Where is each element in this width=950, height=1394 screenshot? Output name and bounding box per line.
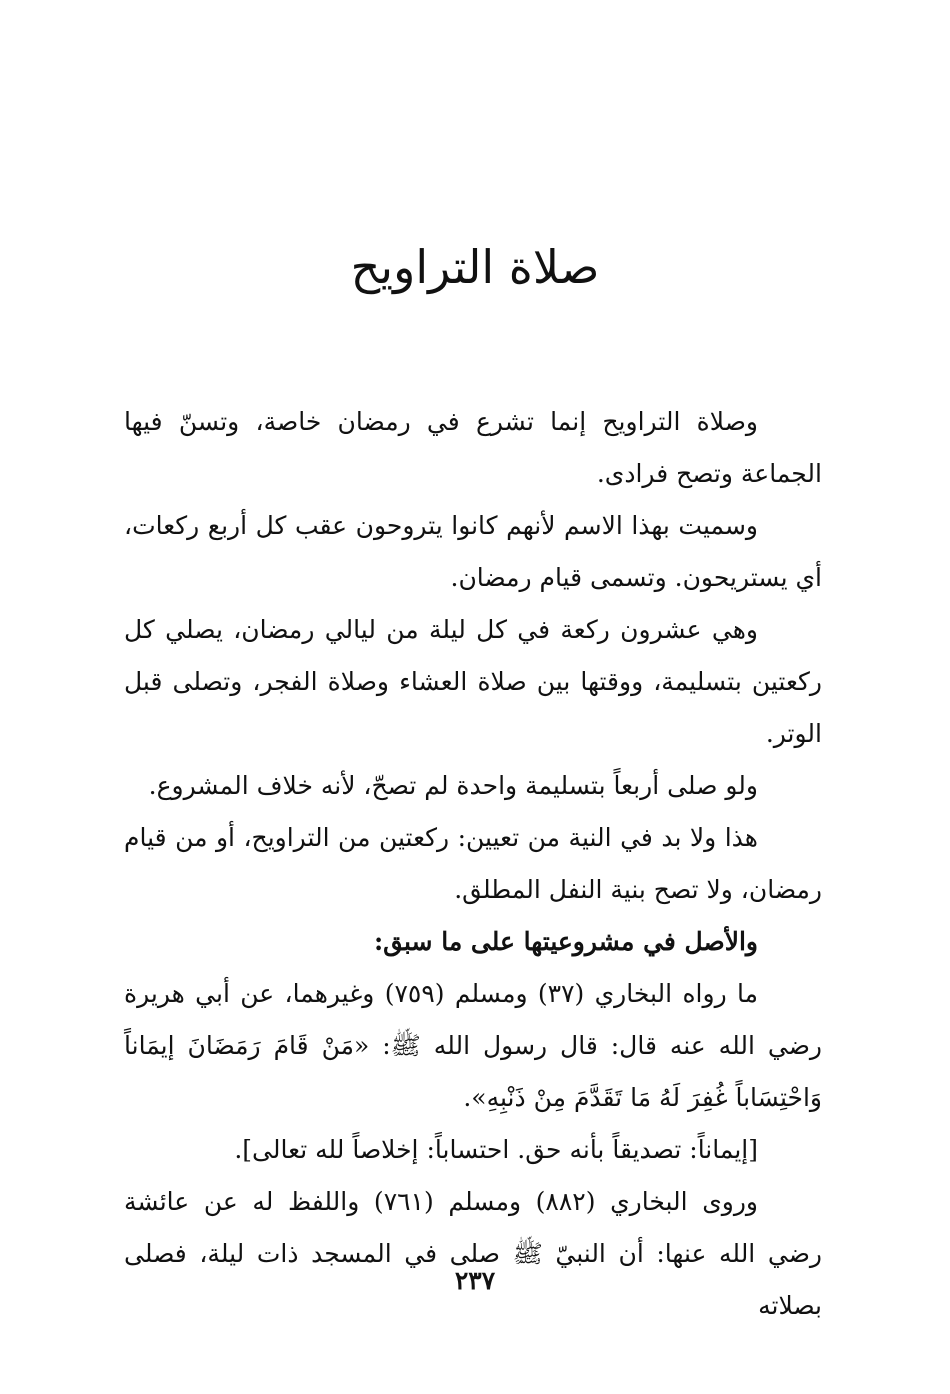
paragraph-naming: وسميت بهذا الاسم لأنهم كانوا يتروحون عقب كل أربع ركعات، أي يستريحون. وتسمى قيام رمضان.	[124, 511, 822, 592]
page-number: ٢٣٧	[454, 1266, 496, 1295]
section-heading-evidence: والأصل في مشروعيتها على ما سبق:	[373, 927, 758, 956]
paragraph-hadith-aisha: وروى البخاري (٨٨٢) ومسلم (٧٦١) واللفظ له عن عائشة رضي الله عنها: أن النبيّ ﷺ صلى في المسجد ذات ليلة، فصلى بصلاته	[124, 1187, 822, 1320]
paragraph-count-and-time: وهي عشرون ركعة في كل ليلة من ليالي رمضان، يصلي كل ركعتين بتسليمة، ووقتها بين صلاة العشاء وصلاة الفجر، وتصلى قبل الوتر.	[124, 615, 822, 748]
paragraph-intention: هذا ولا بد في النية من تعيين: ركعتين من التراويح، أو من قيام رمضان، ولا تصح بنية النفل المطلق.	[124, 823, 822, 904]
paragraph-explanation: [إيماناً: تصديقاً بأنه حق. احتساباً: إخلاصاً لله تعالى].	[234, 1135, 758, 1164]
paragraph-intro: وصلاة التراويح إنما تشرع في رمضان خاصة، وتسنّ فيها الجماعة وتصح فرادى.	[124, 407, 822, 488]
paragraph-hadith-abu-hurairah: ما رواه البخاري (٣٧) ومسلم (٧٥٩) وغيرهما، عن أبي هريرة رضي الله عنه قال: قال رسول الله ﷺ: «مَنْ قَامَ رَمَضَانَ إيمَاناً وَاحْتِسَاباً غُفِرَ لَهُ مَا تَقَدَّمَ مِنْ ذَنْبِهِ».	[124, 979, 822, 1112]
paragraph-four-rakat: ولو صلى أربعاً بتسليمة واحدة لم تصحّ، لأنه خلاف المشروع.	[148, 771, 758, 800]
body-text	[124, 396, 822, 1332]
chapter-title: صلاة التراويح	[350, 240, 600, 294]
